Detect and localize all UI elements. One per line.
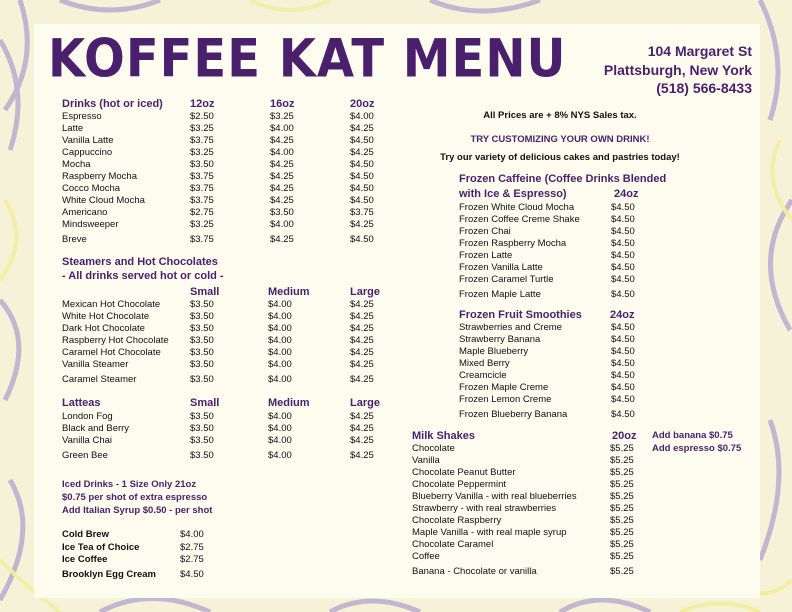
item-name: Frozen Maple Latte: [459, 289, 541, 300]
latteas-size-small: Small: [190, 397, 220, 409]
item-price: $3.50: [190, 423, 214, 434]
item-price: $4.00: [268, 347, 292, 358]
steamer-row: [62, 359, 412, 371]
latteas-header: Latteas: [62, 397, 101, 409]
item-name: Chocolate Caramel: [412, 539, 494, 550]
lattea-row: [62, 435, 412, 447]
cold-drink-row: [62, 529, 262, 541]
item-price: $4.25: [270, 135, 294, 146]
steamers-size-small: Small: [190, 286, 220, 298]
item-price: $4.50: [611, 382, 635, 393]
item-price: $2.75: [190, 207, 214, 218]
customize-notice: TRY CUSTOMIZING YOUR OWN DRINK!: [470, 134, 650, 145]
item-price: $4.00: [350, 111, 374, 122]
item-price: $3.50: [190, 299, 214, 310]
addon-banana: Add banana $0.75: [652, 430, 733, 441]
item-price: $4.00: [268, 359, 292, 370]
iced-note-syrup: Add Italian Syrup $0.50 - per shot: [62, 505, 213, 516]
item-price: $4.50: [611, 334, 635, 345]
item-name: Caramel Hot Chocolate: [62, 347, 161, 358]
item-price: $4.25: [270, 183, 294, 194]
item-price: $3.75: [190, 135, 214, 146]
item-price: $4.25: [270, 234, 294, 245]
item-price: $4.25: [350, 450, 374, 461]
drink-row: [62, 159, 412, 171]
item-price: $4.00: [270, 219, 294, 230]
item-price: $3.50: [190, 435, 214, 446]
item-name: Frozen Raspberry Mocha: [459, 238, 567, 249]
item-price: $3.50: [190, 159, 214, 170]
item-name: Dark Hot Chocolate: [62, 323, 145, 334]
frozen-row: [459, 262, 792, 274]
item-price: $2.50: [190, 111, 214, 122]
item-price: $3.50: [190, 359, 214, 370]
shake-row: [412, 515, 762, 527]
item-name: Ice Coffee: [62, 554, 108, 565]
item-name: Frozen Blueberry Banana: [459, 409, 568, 420]
iced-note-size: Iced Drinks - 1 Size Only 21oz: [62, 479, 197, 490]
item-name: Black and Berry: [62, 423, 130, 434]
item-price: $4.25: [350, 299, 374, 310]
item-price: $4.50: [611, 262, 635, 273]
steamer-row: [62, 299, 412, 311]
item-price: $5.25: [610, 551, 634, 562]
item-name: Blueberry Vanilla - with real blueberries: [412, 491, 577, 502]
item-price: $3.75: [190, 171, 214, 182]
item-name: Vanilla Chai: [62, 435, 112, 446]
item-price: $4.00: [268, 450, 292, 461]
item-price: $4.25: [350, 423, 374, 434]
item-name: Strawberry - with real strawberries: [412, 503, 557, 514]
item-price: $4.25: [350, 147, 374, 158]
item-name: Cocco Mocha: [62, 183, 121, 194]
item-name: Frozen Coffee Creme Shake: [459, 214, 580, 225]
item-price: $4.00: [268, 411, 292, 422]
smoothie-row: [459, 394, 792, 406]
item-name: Chocolate Peppermint: [412, 479, 506, 490]
addon-espresso: Add espresso $0.75: [652, 443, 742, 454]
drink-row: [62, 183, 412, 195]
steamer-row: [62, 323, 412, 335]
item-price: $4.25: [350, 323, 374, 334]
item-name: Creamcicle: [459, 370, 507, 381]
item-name: Mindsweeper: [62, 219, 119, 230]
item-price: $4.25: [350, 311, 374, 322]
item-price: $4.50: [350, 159, 374, 170]
item-name: Americano: [62, 207, 108, 218]
item-price: $4.50: [350, 234, 374, 245]
drink-row: [62, 123, 412, 135]
item-price: $4.25: [270, 159, 294, 170]
lattea-row: [62, 411, 412, 423]
item-price: $5.25: [610, 503, 634, 514]
item-price: $5.25: [610, 566, 634, 577]
item-price: $4.00: [268, 374, 292, 385]
item-name: Frozen Latte: [459, 250, 513, 261]
smoothies-size: 24oz: [610, 309, 635, 321]
item-price: $3.50: [190, 411, 214, 422]
item-price: $5.25: [610, 467, 634, 478]
item-price: $4.50: [611, 238, 635, 249]
cold-drink-row: [62, 554, 262, 566]
smoothie-row: [459, 358, 792, 370]
shake-row: [412, 491, 762, 503]
item-name: Maple Blueberry: [459, 346, 529, 357]
item-price: $4.50: [611, 250, 635, 261]
item-price: $4.00: [268, 335, 292, 346]
item-price: $5.25: [610, 491, 634, 502]
item-price: $4.00: [268, 435, 292, 446]
item-price: $3.75: [350, 207, 374, 218]
drink-row: [62, 171, 412, 183]
item-name: Raspberry Hot Chocolate: [62, 335, 169, 346]
smoothie-row: [459, 322, 792, 334]
address-street: 104 Margaret St: [647, 43, 752, 59]
shake-row: [412, 479, 762, 491]
frozen-row: [459, 202, 792, 214]
item-name: Vanilla Steamer: [62, 359, 129, 370]
item-price: $4.50: [611, 322, 635, 333]
item-name: Frozen Chai: [459, 226, 511, 237]
drink-row: [62, 234, 412, 246]
item-price: $4.25: [350, 411, 374, 422]
item-price: $4.00: [180, 529, 204, 540]
lattea-row: [62, 423, 412, 435]
item-price: $4.00: [268, 423, 292, 434]
item-price: $3.25: [190, 147, 214, 158]
item-price: $4.50: [611, 274, 635, 285]
frozen-row: [459, 250, 792, 262]
item-name: Frozen Maple Creme: [459, 382, 549, 393]
frozen-caffeine-header: Frozen Caffeine (Coffee Drinks Blended: [459, 173, 667, 185]
drink-row: [62, 147, 412, 159]
lattea-row: [62, 450, 412, 462]
item-name: Chocolate Raspberry: [412, 515, 502, 526]
item-price: $3.50: [190, 311, 214, 322]
drink-row: [62, 135, 412, 147]
smoothie-row: [459, 382, 792, 394]
item-price: $4.50: [611, 358, 635, 369]
item-price: $4.50: [350, 195, 374, 206]
drink-row: [62, 219, 412, 231]
shake-row: [412, 467, 762, 479]
shake-row: [412, 455, 762, 467]
item-price: $3.25: [270, 111, 294, 122]
frozen-row: [459, 226, 792, 238]
item-name: Latte: [62, 123, 84, 134]
item-name: Coffee: [412, 551, 440, 562]
item-price: $5.25: [610, 527, 634, 538]
item-price: $3.75: [190, 195, 214, 206]
shake-row: [412, 539, 762, 551]
frozen-row: [459, 238, 792, 250]
item-price: $3.50: [270, 207, 294, 218]
item-price: $4.50: [611, 226, 635, 237]
item-price: $4.50: [611, 346, 635, 357]
latteas-size-medium: Medium: [268, 397, 310, 409]
item-name: Frozen Vanilla Latte: [459, 262, 543, 273]
phone-number: (518) 566-8433: [656, 80, 752, 96]
item-name: Chocolate Peanut Butter: [412, 467, 516, 478]
item-price: $3.25: [190, 123, 214, 134]
item-price: $4.25: [350, 219, 374, 230]
steamer-row: [62, 311, 412, 323]
item-name: Frozen Lemon Creme: [459, 394, 552, 405]
item-price: $4.00: [268, 323, 292, 334]
steamer-row: [62, 335, 412, 347]
item-price: $4.50: [611, 202, 635, 213]
drink-row: [62, 207, 412, 219]
item-price: $4.25: [350, 335, 374, 346]
item-price: $3.50: [190, 323, 214, 334]
item-name: Mixed Berry: [459, 358, 510, 369]
item-price: $3.50: [190, 374, 214, 385]
item-price: $4.25: [350, 374, 374, 385]
steamers-subheader: - All drinks served hot or cold -: [62, 270, 224, 282]
frozen-caffeine-size: 24oz: [614, 188, 639, 200]
item-name: Cold Brew: [62, 529, 109, 540]
steamers-size-medium: Medium: [268, 286, 310, 298]
frozen-row: [459, 214, 792, 226]
steamer-row: [62, 374, 412, 386]
item-price: $4.50: [180, 569, 204, 580]
item-name: Espresso: [62, 111, 102, 122]
item-price: $4.50: [611, 370, 635, 381]
item-name: Strawberries and Creme: [459, 322, 562, 333]
item-price: $3.75: [190, 183, 214, 194]
drinks-size-small: 12oz: [190, 98, 215, 110]
item-price: $5.25: [610, 443, 634, 454]
item-name: Chocolate: [412, 443, 455, 454]
item-price: $4.25: [350, 347, 374, 358]
item-price: $3.50: [190, 450, 214, 461]
item-price: $4.00: [268, 299, 292, 310]
item-price: $2.75: [180, 542, 204, 553]
smoothie-row: [459, 346, 792, 358]
shake-row: [412, 566, 762, 578]
shake-row: [412, 527, 762, 539]
shakes-size: 20oz: [612, 430, 637, 442]
item-price: $4.00: [270, 147, 294, 158]
address-city: Plattsburgh, New York: [603, 62, 752, 78]
item-price: $4.50: [611, 289, 635, 300]
item-price: $5.25: [610, 539, 634, 550]
item-price: $5.25: [610, 455, 634, 466]
item-name: Mexican Hot Chocolate: [62, 299, 161, 310]
frozen-row: [459, 289, 792, 301]
item-price: $4.00: [268, 311, 292, 322]
item-name: White Cloud Mocha: [62, 195, 145, 206]
item-price: $4.50: [611, 394, 635, 405]
item-price: $4.50: [350, 135, 374, 146]
shakes-header: Milk Shakes: [412, 430, 475, 442]
item-name: Frozen White Cloud Mocha: [459, 202, 575, 213]
frozen-caffeine-subheader: with Ice & Espresso): [459, 188, 567, 200]
item-price: $3.25: [190, 219, 214, 230]
drinks-size-large: 20oz: [350, 98, 375, 110]
shake-row: [412, 443, 762, 455]
item-price: $5.25: [610, 479, 634, 490]
cold-drink-row: [62, 542, 262, 554]
item-name: Vanilla: [412, 455, 440, 466]
frozen-row: [459, 274, 792, 286]
item-name: Raspberry Mocha: [62, 171, 137, 182]
drinks-size-medium: 16oz: [270, 98, 295, 110]
item-name: Breve: [62, 234, 87, 245]
item-name: Banana - Chocolate or vanilla: [412, 566, 537, 577]
cold-drink-row: [62, 569, 262, 581]
item-name: Cappuccino: [62, 147, 113, 158]
item-price: $5.25: [610, 515, 634, 526]
item-name: London Fog: [62, 411, 113, 422]
latteas-size-large: Large: [350, 397, 380, 409]
item-name: Brooklyn Egg Cream: [62, 569, 156, 580]
item-price: $4.25: [270, 195, 294, 206]
item-name: Green Bee: [62, 450, 108, 461]
item-name: Mocha: [62, 159, 91, 170]
item-name: White Hot Chocolate: [62, 311, 150, 322]
item-name: Strawberry Banana: [459, 334, 541, 345]
item-name: Caramel Steamer: [62, 374, 137, 385]
item-name: Ice Tea of Choice: [62, 542, 140, 553]
tax-notice: All Prices are + 8% NYS Sales tax.: [483, 110, 637, 121]
page-title: KOFFEE KAT MENU: [48, 28, 567, 90]
item-price: $4.00: [270, 123, 294, 134]
drink-row: [62, 111, 412, 123]
item-price: $4.25: [350, 123, 374, 134]
item-price: $4.50: [350, 183, 374, 194]
drink-row: [62, 195, 412, 207]
item-name: Maple Vanilla - with real maple syrup: [412, 527, 567, 538]
item-name: Frozen Caramel Turtle: [459, 274, 554, 285]
item-price: $4.25: [350, 435, 374, 446]
smoothies-header: Frozen Fruit Smoothies: [459, 309, 582, 321]
item-price: $4.50: [611, 214, 635, 225]
item-price: $2.75: [180, 554, 204, 565]
smoothie-row: [459, 409, 792, 421]
item-price: $4.50: [350, 171, 374, 182]
steamer-row: [62, 347, 412, 359]
item-name: Vanilla Latte: [62, 135, 114, 146]
smoothie-row: [459, 334, 792, 346]
cakes-notice: Try our variety of delicious cakes and pastries today!: [440, 152, 680, 163]
steamers-header: Steamers and Hot Chocolates: [62, 256, 218, 268]
item-price: $3.50: [190, 335, 214, 346]
steamers-size-large: Large: [350, 286, 380, 298]
item-price: $3.75: [190, 234, 214, 245]
item-price: $4.50: [611, 409, 635, 420]
item-price: $3.50: [190, 347, 214, 358]
drinks-header: Drinks (hot or iced): [62, 98, 163, 110]
smoothie-row: [459, 370, 792, 382]
item-price: $4.25: [270, 171, 294, 182]
item-price: $4.25: [350, 359, 374, 370]
shake-row: [412, 551, 762, 563]
shake-row: [412, 503, 762, 515]
iced-note-espresso: $0.75 per shot of extra espresso: [62, 492, 208, 503]
